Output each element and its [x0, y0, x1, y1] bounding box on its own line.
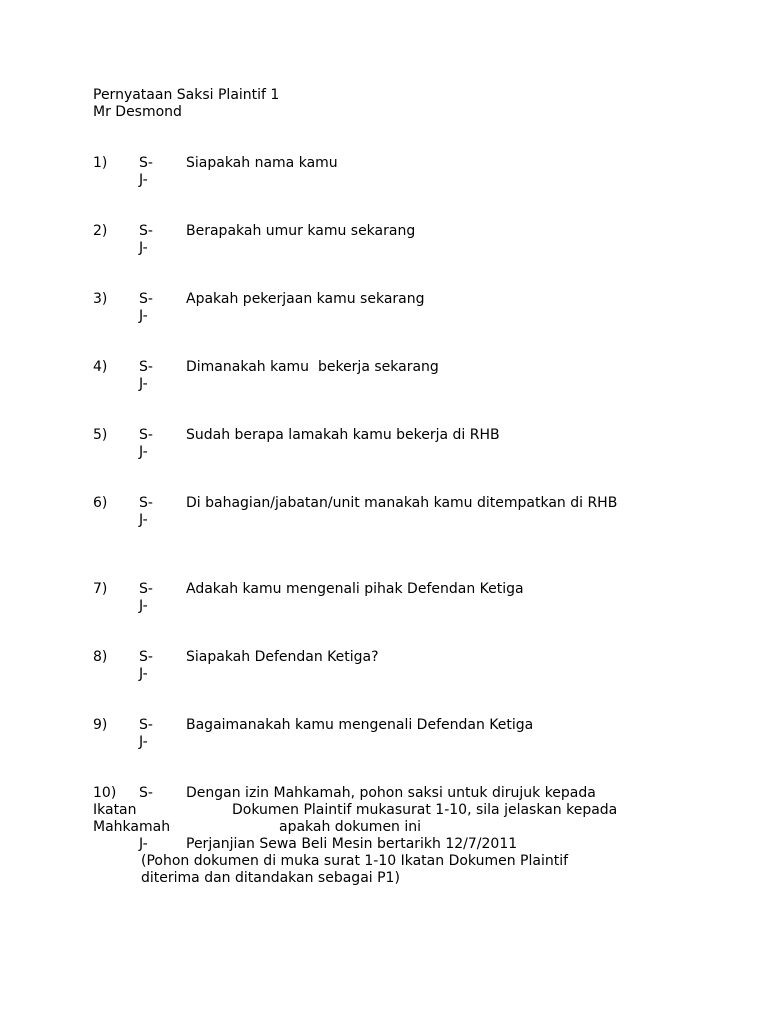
witness-name: Mr Desmond: [93, 104, 182, 120]
s-label: S-: [139, 581, 153, 597]
document-title: Pernyataan Saksi Plaintif 1: [93, 87, 280, 103]
question-text: Di bahagian/jabatan/unit manakah kamu ditempatkan di RHB: [186, 495, 618, 511]
question-number: 9): [93, 717, 108, 733]
question-text: Siapakah nama kamu: [186, 155, 338, 171]
j-label: J-: [139, 172, 148, 188]
question-text-line-2a: Ikatan: [93, 802, 137, 818]
question-number: 7): [93, 581, 108, 597]
question-number: 3): [93, 291, 108, 307]
question-text: Berapakah umur kamu sekarang: [186, 223, 416, 239]
j-label: J-: [139, 444, 148, 460]
question-text: Siapakah Defendan Ketiga?: [186, 649, 379, 665]
document-note-line-1: (Pohon dokumen di muka surat 1-10 Ikatan Dokumen Plaintif: [141, 853, 569, 869]
question-text: Bagaimanakah kamu mengenali Defendan Ketiga: [186, 717, 534, 733]
question-text: Apakah pekerjaan kamu sekarang: [186, 291, 425, 307]
s-label: S-: [139, 495, 153, 511]
j-label: J-: [139, 308, 148, 324]
s-label: S-: [139, 291, 153, 307]
answer-text: Perjanjian Sewa Beli Mesin bertarikh 12/7/2011: [186, 836, 518, 852]
s-label: S-: [139, 155, 153, 171]
j-label: J-: [139, 376, 148, 392]
question-text: Dimanakah kamu bekerja sekarang: [186, 359, 439, 375]
document-note-line-2: diterima dan ditandakan sebagai P1): [141, 870, 400, 886]
question-number: 10): [93, 785, 117, 801]
question-number: 1): [93, 155, 108, 171]
j-label: J-: [139, 666, 148, 682]
s-label: S-: [139, 223, 153, 239]
j-label: J-: [139, 836, 148, 852]
question-text-line-2b: Dokumen Plaintif mukasurat 1-10, sila jelaskan kepada: [232, 802, 618, 818]
s-label: S-: [139, 717, 153, 733]
question-number: 2): [93, 223, 108, 239]
j-label: J-: [139, 512, 148, 528]
s-label: S-: [139, 359, 153, 375]
question-text-line-1: Dengan izin Mahkamah, pohon saksi untuk dirujuk kepada: [186, 785, 596, 801]
question-number: 5): [93, 427, 108, 443]
j-label: J-: [139, 240, 148, 256]
question-text-line-3a: Mahkamah: [93, 819, 171, 835]
question-number: 8): [93, 649, 108, 665]
j-label: J-: [139, 598, 148, 614]
s-label: S-: [139, 427, 153, 443]
question-text-line-3b: apakah dokumen ini: [279, 819, 422, 835]
question-number: 6): [93, 495, 108, 511]
s-label: S-: [139, 785, 153, 801]
s-label: S-: [139, 649, 153, 665]
j-label: J-: [139, 734, 148, 750]
question-text: Adakah kamu mengenali pihak Defendan Ketiga: [186, 581, 524, 597]
question-text: Sudah berapa lamakah kamu bekerja di RHB: [186, 427, 500, 443]
question-number: 4): [93, 359, 108, 375]
